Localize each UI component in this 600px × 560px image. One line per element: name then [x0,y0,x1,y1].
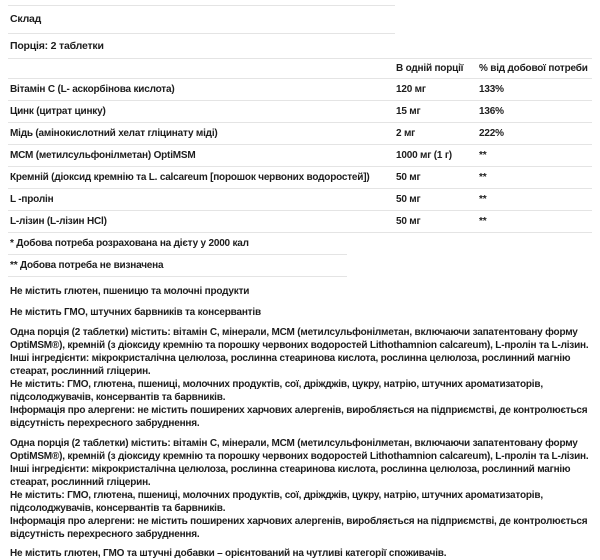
footnote-daily-value: * Добова потреба розрахована на дієту у 2000 кал [8,233,347,255]
nutrient-amount: 50 мг [396,194,421,205]
description-line-serving: Одна порція (2 таблетки) містить: вітамін C, мінерали, МСМ (метилсульфонілметан, включаючи запатентовану форму OptiMSM®), кремній (з діоксиду кремнію та порошку червоних водоростей Lithothamnion calcareum), L-пролін та L-лізин. [10,438,589,462]
final-note: Не містить глютен, ГМО та штучні добавки – орієнтований на чутливі категорії споживачів. [10,548,447,559]
amount-column-header: В одній порції [396,63,464,74]
table-row [8,167,592,189]
claim-gluten-free: Не містить глютен, пшеницю та молочні продукти [10,286,250,297]
description-block [8,437,592,541]
table-row [8,123,592,145]
section-title: Склад [8,5,395,34]
nutrient-dv: ** [479,150,487,161]
claim-gmo-free: Не містить ГМО, штучних барвників та консервантів [10,307,261,318]
table-row [8,101,592,123]
nutrient-dv: 136% [479,106,504,117]
nutrient-name: Вітамін C (L- аскорбінова кислота) [10,84,175,95]
nutrient-amount: 1000 мг (1 г) [396,150,452,161]
nutrient-amount: 120 мг [396,84,426,95]
table-row [8,189,592,211]
nutrient-dv: 133% [479,84,504,95]
description-line-allergen-info: Інформація про алергени: не містить поширених харчових алергенів, виробляється на підприємстві, де контролюється відсутність перехресного забруднення. [10,405,588,429]
nutrient-amount: 15 мг [396,106,421,117]
nutrient-dv: ** [479,172,487,183]
supplement-facts-table [8,58,592,233]
nutrient-name: Цинк (цитрат цинку) [10,106,106,117]
description-line-does-not-contain: Не містить: ГМО, глютена, пшениці, молочних продуктів, сої, дріжджів, цукру, натрію, штучних ароматизаторів, підсолоджувачів, консервантів та барвників. [10,379,543,403]
table-row [8,211,592,233]
nutrient-amount: 2 мг [396,128,416,139]
nutrient-name: Мідь (амінокислотний хелат гліцинату міді) [10,128,218,139]
serving-size: Порція: 2 таблетки [10,40,104,52]
description-block [8,326,592,430]
nutrient-amount: 50 мг [396,216,421,227]
dv-column-header: % від добової потреби [479,63,588,74]
description-line-other-ingredients: Інші інгредієнти: мікрокристалічна целюлоза, рослинна стеаринова кислота, рослинна целюлоза, рослинний магнію стеарат, рослинний гліцерин. [10,353,571,377]
footnote-not-established: ** Добова потреба не визначена [8,255,347,277]
nutrient-name: L -пролін [10,194,54,205]
table-row [8,79,592,101]
description-line-other-ingredients: Інші інгредієнти: мікрокристалічна целюлоза, рослинна стеаринова кислота, рослинна целюлоза, рослинний магнію стеарат, рослинний гліцерин. [10,464,571,488]
nutrient-dv: 222% [479,128,504,139]
nutrient-dv: ** [479,216,487,227]
nutrient-name: МСМ (метилсульфонілметан) OptiMSM [10,150,196,161]
nutrient-name: L-лізин (L-лізин HCl) [10,216,107,227]
table-header-row [8,59,592,79]
nutrient-amount: 50 мг [396,172,421,183]
table-row [8,145,592,167]
description-line-allergen-info: Інформація про алергени: не містить поширених харчових алергенів, виробляється на підприємстві, де контролюється відсутність перехресного забруднення. [10,516,588,540]
description-line-serving: Одна порція (2 таблетки) містить: вітамін C, мінерали, МСМ (метилсульфонілметан, включаючи запатентовану форму OptiMSM®), кремній (з діоксиду кремнію та порошку червоних водоростей Lithothamnion calcareum), L-пролін та L-лізин. [10,327,589,351]
nutrient-name: Кремній (діоксид кремнію та L. calcareum [порошок червоних водоростей]) [10,172,370,183]
nutrient-dv: ** [479,194,487,205]
description-line-does-not-contain: Не містить: ГМО, глютена, пшениці, молочних продуктів, сої, дріжджів, цукру, натрію, штучних ароматизаторів, підсолоджувачів, консервантів та барвників. [10,490,543,514]
